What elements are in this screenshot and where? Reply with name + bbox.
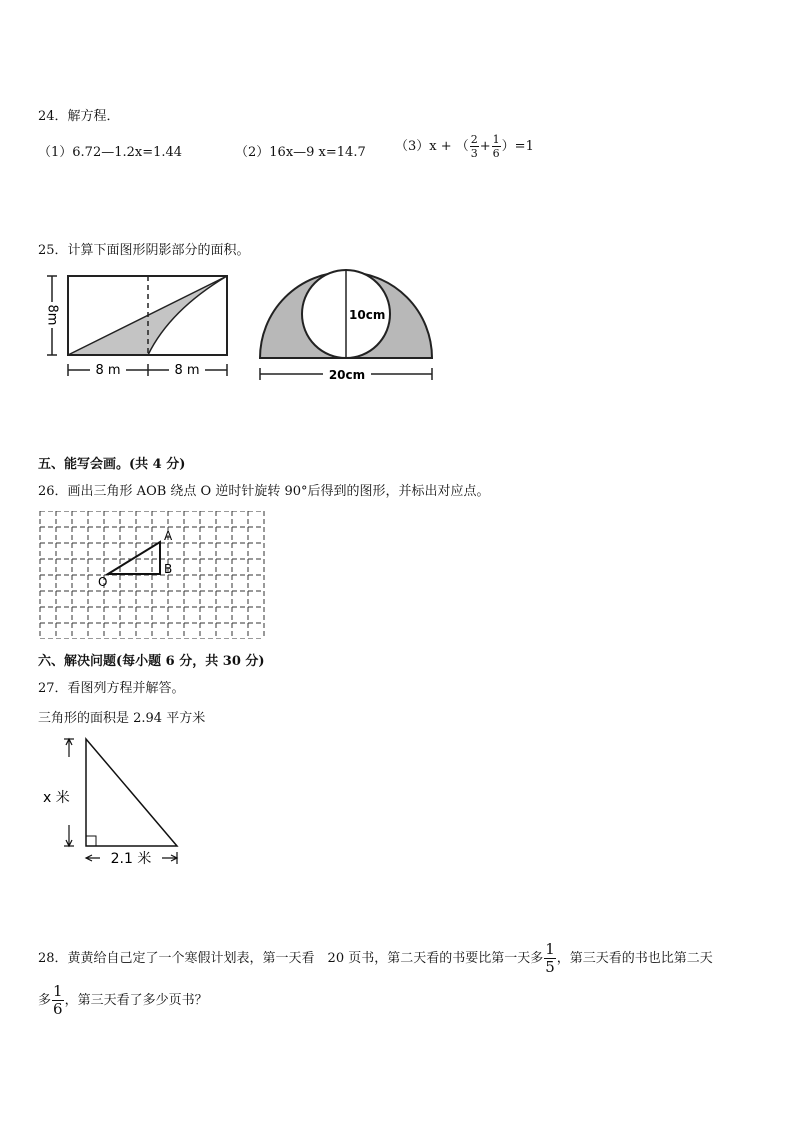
q27-right-triangle-figure	[40, 733, 190, 868]
q28-line-2	[38, 984, 208, 1017]
height-label: 8m	[44, 304, 60, 326]
fraction-denominator: 6	[492, 147, 500, 160]
fraction-denominator: 6	[53, 1000, 63, 1018]
q24-title: 24．解方程．	[38, 109, 120, 124]
q28-fraction-one-sixth	[52, 984, 64, 1017]
height-label: x 米	[43, 790, 70, 806]
q25-rectangle-figure	[40, 270, 240, 382]
q26-title: 26．画出三角形 AOB 绕点 O 逆时针旋转 90°后得到的图形，并标出对应点。	[38, 484, 490, 499]
q28-fraction-one-fifth	[544, 942, 556, 975]
q24-equation-3	[395, 134, 534, 159]
q28-text-part-3-suffix: ，第三天看了多少页书？	[64, 993, 208, 1008]
fraction-numerator: 1	[53, 982, 63, 1000]
point-o-label: O	[98, 575, 108, 589]
q24-eq3-suffix: ）=1	[501, 139, 534, 154]
q27-subtitle: 三角形的面积是 2.94 平方米	[38, 711, 206, 726]
right-angle-marker	[86, 836, 96, 846]
right-triangle	[86, 739, 177, 846]
section-6-heading: 六、解决问题(每小题 6 分，共 30 分)	[38, 654, 265, 669]
q28-text-part-1: 28．黄黄给自己定了一个寒假计划表，第一天看 20 页书，第二天看的书要比第一天多	[38, 951, 544, 966]
fraction-numerator: 1	[545, 940, 555, 958]
diameter-label: 10cm	[349, 308, 386, 322]
q24-equation-2: （2）16x—9 x=14.7	[235, 145, 366, 160]
q28-text-part-3-prefix: 多	[38, 993, 52, 1008]
left-width-label: 8 m	[95, 363, 121, 378]
q24-eq3-fraction-1	[470, 134, 479, 159]
fraction-numerator: 1	[492, 133, 500, 146]
right-width-label: 8 m	[174, 363, 200, 378]
q28-text-part-2: ，第三天看的书也比第二天	[556, 951, 713, 966]
q24-equation-1: （1）6.72—1.2x=1.44	[38, 145, 183, 160]
section-5-heading: 五、能写会画。(共 4 分)	[38, 457, 186, 472]
q24-eq3-prefix: （3）x + （	[395, 139, 469, 154]
fraction-denominator: 3	[470, 147, 478, 160]
point-a-label: A	[164, 529, 173, 543]
point-b-label: B	[164, 562, 173, 576]
fraction-numerator: 2	[470, 133, 478, 146]
q24-eq3-fraction-2	[492, 134, 501, 159]
fraction-denominator: 5	[545, 958, 555, 976]
q24-eq3-plus: +	[479, 139, 491, 154]
q25-title: 25．计算下面图形阴影部分的面积。	[38, 243, 250, 258]
q25-semicircle-figure	[250, 262, 442, 384]
q26-dashed-grid	[38, 511, 270, 639]
base-label: 2.1 米	[110, 851, 152, 867]
q28-line-1	[38, 942, 713, 975]
q27-title: 27．看图列方程并解答。	[38, 681, 185, 696]
width-label: 20cm	[328, 368, 366, 382]
